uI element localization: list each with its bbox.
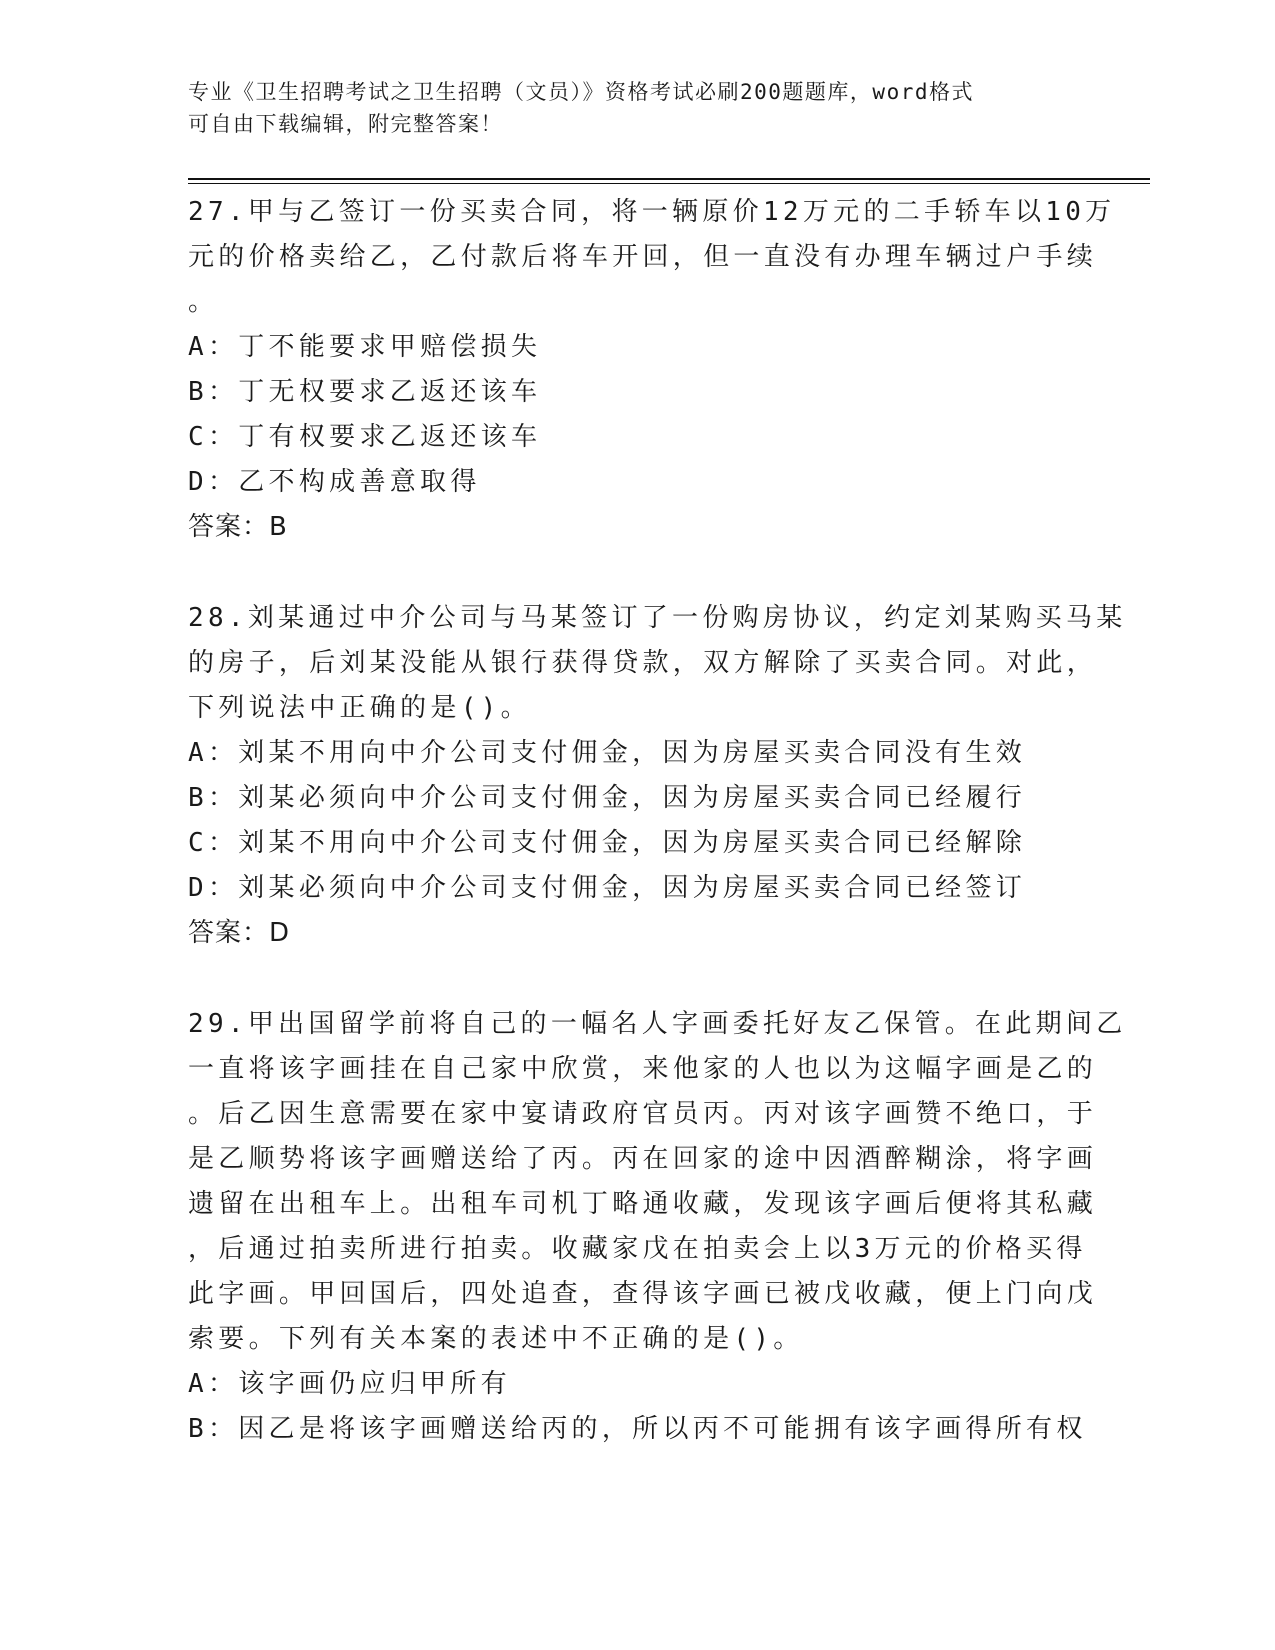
header-title-line-2: 可自由下载编辑，附完整答案！ xyxy=(188,112,503,136)
question-text-line: 28.刘某通过中介公司与马某签订了一份购房协议，约定刘某购买马某 xyxy=(188,603,1127,633)
header-divider-thick xyxy=(188,178,1150,180)
option-d: D：刘某必须向中介公司支付佣金，因为房屋买卖合同已经签订 xyxy=(188,873,1027,903)
option-a: A：丁不能要求甲赔偿损失 xyxy=(188,332,542,362)
option-a: A：该字画仍应归甲所有 xyxy=(188,1369,511,1399)
question-text-line: 29.甲出国留学前将自己的一幅名人字画委托好友乙保管。在此期间乙 xyxy=(188,1009,1127,1039)
header-title-line-1: 专业《卫生招聘考试之卫生招聘（文员）》资格考试必刷200题题库，word格式 xyxy=(188,80,974,104)
question-27 xyxy=(188,190,1118,550)
question-spacer xyxy=(188,956,1118,1002)
question-text-line: ，后通过拍卖所进行拍卖。收藏家戊在拍卖会上以3万元的价格买得 xyxy=(188,1234,1087,1264)
question-text-line: 。后乙因生意需要在家中宴请政府官员丙。丙对该字画赞不绝口，于 xyxy=(188,1099,1098,1129)
option-c: C：刘某不用向中介公司支付佣金，因为房屋买卖合同已经解除 xyxy=(188,828,1027,858)
question-text-line: 此字画。甲回国后，四处追查，查得该字画已被戊收藏，便上门向戊 xyxy=(188,1279,1098,1309)
question-29 xyxy=(188,1002,1127,1452)
header-divider-thin xyxy=(188,183,1150,184)
question-text-line: 是乙顺势将该字画赠送给了丙。丙在回家的途中因酒醉糊涂，将字画 xyxy=(188,1144,1098,1174)
question-spacer xyxy=(188,550,1118,596)
question-text-line: 27.甲与乙签订一份买卖合同，将一辆原价12万元的二手轿车以10万 xyxy=(188,197,1116,227)
question-text-line: 元的价格卖给乙，乙付款后将车开回，但一直没有办理车辆过户手续 xyxy=(188,242,1098,272)
question-text-line: 遗留在出租车上。出租车司机丁略通收藏，发现该字画后便将其私藏 xyxy=(188,1189,1098,1219)
option-b: B：刘某必须向中介公司支付佣金，因为房屋买卖合同已经履行 xyxy=(188,783,1027,813)
question-28 xyxy=(188,596,1127,956)
answer-label: 答案：D xyxy=(188,918,291,948)
option-b: B：丁无权要求乙返还该车 xyxy=(188,377,542,407)
question-text-line: 一直将该字画挂在自己家中欣赏，来他家的人也以为这幅字画是乙的 xyxy=(188,1054,1098,1084)
question-text-line: 下列说法中正确的是()。 xyxy=(188,693,531,723)
question-text-line: 索要。下列有关本案的表述中不正确的是()。 xyxy=(188,1324,804,1354)
option-a: A：刘某不用向中介公司支付佣金，因为房屋买卖合同没有生效 xyxy=(188,738,1027,768)
question-text-line: 。 xyxy=(188,287,219,317)
document-header xyxy=(188,76,1068,140)
question-list xyxy=(188,190,1127,1452)
question-text-line: 的房子，后刘某没能从银行获得贷款，双方解除了买卖合同。对此， xyxy=(188,648,1098,678)
option-c: C：丁有权要求乙返还该车 xyxy=(188,422,542,452)
answer-label: 答案：B xyxy=(188,512,288,542)
option-b: B：因乙是将该字画赠送给丙的，所以丙不可能拥有该字画得所有权 xyxy=(188,1414,1087,1444)
option-d: D：乙不构成善意取得 xyxy=(188,467,481,497)
